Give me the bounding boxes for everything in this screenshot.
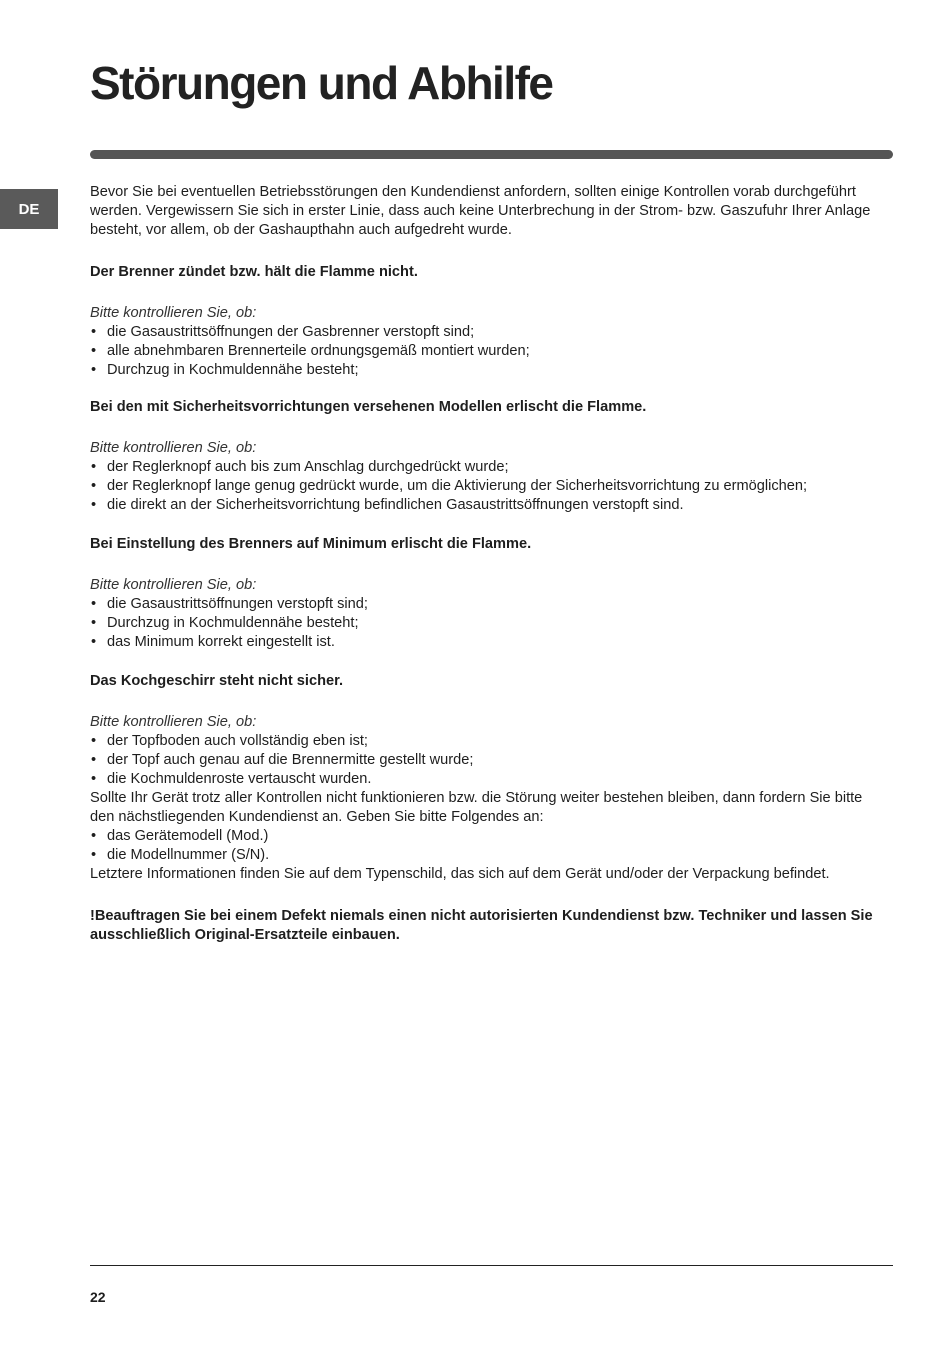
warning-notice: !Beauftragen Sie bei einem Defekt niemals einen nicht autorisierten Kundendienst bzw. Techniker und lassen Sie ausschließlich Original-Ersatzteile einbauen.: [90, 908, 873, 943]
check-intro: Bitte kontrollieren Sie, ob:: [90, 305, 257, 321]
footer-divider: [90, 1265, 893, 1266]
check-intro: Bitte kontrollieren Sie, ob:: [90, 440, 257, 456]
list-item: • der Topf auch genau auf die Brennermitte gestellt wurde;: [90, 751, 890, 770]
page-title: Störungen und Abhilfe: [90, 57, 553, 109]
check-list: [90, 323, 890, 380]
list-item: • die Kochmuldenroste vertauscht wurden.: [90, 770, 890, 789]
list-item: • die Gasaustrittsöffnungen der Gasbrenner verstopft sind;: [90, 323, 890, 342]
check-intro: Bitte kontrollieren Sie, ob:: [90, 577, 257, 593]
closing-note: Letztere Informationen finden Sie auf dem Typenschild, das sich auf dem Gerät und/oder der Verpackung befindet.: [90, 866, 830, 882]
section-heading: Der Brenner zündet bzw. hält die Flamme nicht.: [90, 264, 418, 280]
list-item: • die direkt an der Sicherheitsvorrichtung befindlichen Gasaustrittsöffnungen verstopft sind.: [90, 496, 890, 515]
section-safety-devices: [90, 398, 890, 515]
list-item: • das Minimum korrekt eingestellt ist.: [90, 633, 890, 652]
list-item: • Durchzug in Kochmuldennähe besteht;: [90, 361, 890, 380]
list-item: • der Reglerknopf auch bis zum Anschlag durchgedrückt wurde;: [90, 458, 890, 477]
section-heading: Das Kochgeschirr steht nicht sicher.: [90, 673, 344, 689]
section-heading: Bei den mit Sicherheitsvorrichtungen versehenen Modellen erlischt die Flamme.: [90, 399, 647, 415]
intro-paragraph: Bevor Sie bei eventuellen Betriebsstörungen den Kundendienst anfordern, sollten einige Kontrollen vorab durchgeführt werden. Vergewissern Sie sich in erster Linie, dass auch keine Unterbrechung in der Strom- bzw. Gaszufuhr Ihrer Anlage besteht, vor allem, ob der Gashaupthahn auch aufgedreht wurde.: [90, 184, 871, 238]
document-body: [90, 183, 890, 945]
section-burner-ignition: [90, 263, 890, 380]
list-item: • die Modellnummer (S/N).: [90, 846, 890, 865]
title-divider: [90, 150, 893, 159]
list-item: • Durchzug in Kochmuldennähe besteht;: [90, 614, 890, 633]
check-list: [90, 458, 890, 515]
list-item: • alle abnehmbaren Brennerteile ordnungsgemäß montiert wurden;: [90, 342, 890, 361]
check-list: [90, 595, 890, 652]
list-item: • der Topfboden auch vollständig eben ist;: [90, 732, 890, 751]
language-tab: DE: [0, 189, 58, 229]
info-list: [90, 827, 890, 865]
section-minimum-setting: [90, 535, 890, 652]
list-item: • der Reglerknopf lange genug gedrückt wurde, um die Aktivierung der Sicherheitsvorrichtung zu ermöglichen;: [90, 477, 890, 496]
check-list: [90, 732, 890, 789]
page-number: 22: [90, 1289, 106, 1305]
check-intro: Bitte kontrollieren Sie, ob:: [90, 714, 257, 730]
section-cookware: [90, 672, 890, 789]
list-item: • die Gasaustrittsöffnungen verstopft sind;: [90, 595, 890, 614]
closing-paragraph: Sollte Ihr Gerät trotz aller Kontrollen nicht funktionieren bzw. die Störung weiter bestehen bleiben, dann fordern Sie bitte den nächstliegenden Kundendienst an. Geben Sie bitte Folgendes an:: [90, 790, 863, 825]
section-heading: Bei Einstellung des Brenners auf Minimum erlischt die Flamme.: [90, 536, 532, 552]
list-item: • das Gerätemodell (Mod.): [90, 827, 890, 846]
